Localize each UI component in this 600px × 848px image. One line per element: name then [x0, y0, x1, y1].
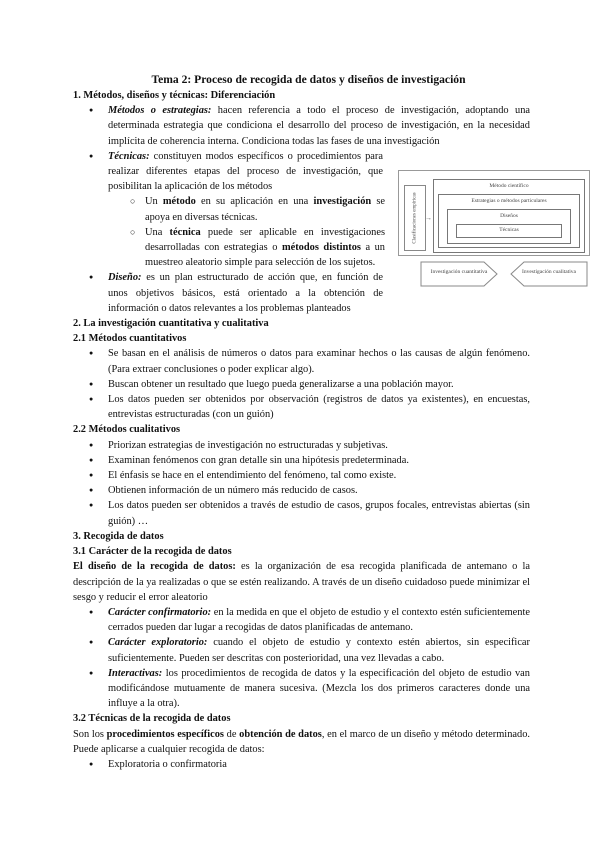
- list-item: ● Interactivas: los procedimientos de recogida de datos y la especificación del objeto de estudio van modificándose mutuamente de manera sucesiva. (Mezcla los dos primeros caracteres donde una influye a la otra).: [73, 666, 530, 712]
- list-item: ● El énfasis se hace en el entendimiento del fenómeno, tal como existe.: [73, 468, 530, 483]
- arrow-cuantitativa: Investigación cuantitativa: [420, 261, 498, 287]
- side-box: Clasificaciones empíricas: [404, 185, 426, 251]
- page-title: Tema 2: Proceso de recogida de datos y diseños de investigación: [151, 73, 466, 86]
- subsection-2-2-heading: 2.2 Métodos cualitativos: [73, 424, 181, 436]
- section-1-heading: 1. Métodos, diseños y técnicas: Diferenciación: [73, 90, 276, 101]
- list-item: ● Priorizan estrategias de investigación no estructuradas y subjetivas.: [73, 438, 530, 453]
- list-item-tecnicas: [73, 149, 383, 195]
- list-item: ● Examinan fenómenos con gran detalle sin una hipótesis predeterminada.: [73, 453, 530, 468]
- list-item: ● Carácter confirmatorio: en la medida en que el objeto de estudio y el contexto estén suficientemente cerrados pueden dar lugar a recogidas de datos planificadas de antemano.: [73, 605, 530, 635]
- box-metodo-cientifico: Método científico Estrategias o métodos particulares Diseños Técnicas: [433, 179, 585, 253]
- list-item: ● Se basan en el análisis de números o datos para examinar hechos o las causas de algún fenómeno. (Para extraer conclusiones o poder explicar algo).: [73, 346, 530, 376]
- diagram-frame: [398, 170, 590, 256]
- list-item-diseno: [73, 270, 383, 316]
- subsection-3-2-heading: 3.2 Técnicas de la recogida de datos: [73, 713, 231, 725]
- list-item: ● Buscan obtener un resultado que luego pueda generalizarse a una población mayor.: [73, 377, 530, 392]
- paragraph-diseno: El diseño de la recogida de datos: es la organización de esa recogida planificada de antemano o la descripción de la ya realizadas o que se estén realizando. A través de un diseño cuidadoso puede minimizar el sesgo y reducir el error aleatorio: [73, 561, 530, 603]
- term-label: Métodos o estrategias:: [108, 105, 212, 117]
- sublist-item: ○ Un método en su aplicación en una investigación se apoya en diversas técnicas.: [73, 194, 385, 224]
- paragraph-tecnicas: Son los procedimientos específicos de obtención de datos, en el marco de un diseño y método determinado. Puede aplicarse a cualquier recogida de datos:: [73, 728, 530, 755]
- term-label: Diseño:: [108, 272, 142, 284]
- box-tecnicas: Técnicas: [456, 224, 562, 238]
- subsection-2-1-heading: 2.1 Métodos cuantitativos: [73, 333, 187, 345]
- box-estrategias: Estrategias o métodos particulares Diseños Técnicas: [438, 194, 580, 248]
- qualitative-list: [73, 438, 530, 529]
- sublist-item: ○ Una técnica puede ser aplicable en investigaciones desarrolladas con estrategias o métodos distintos a un muestreo aleatorio simple para selección de los sujetos.: [73, 225, 385, 271]
- methods-diagram: [398, 170, 590, 292]
- list-item: ● Carácter exploratorio: cuando el objeto de estudio y contexto estén abiertos, sin especificar suficientemente. Pueden ser descritas con posterioridad, una vez llevadas a cabo.: [73, 635, 530, 665]
- arrow-icon: →: [425, 214, 432, 222]
- techniques-list: [73, 757, 530, 772]
- character-list: [73, 605, 530, 711]
- term-text: hacen referencia a todo el proceso de investigación, adoptando una determinada estrategia que condiciona el desarrollo del proceso de investigación, en la necesidad implícita de coherencia interna. Condiciona todas las fases de una investigación: [108, 105, 530, 147]
- subsection-3-1-heading: 3.1 Carácter de la recogida de datos: [73, 546, 232, 558]
- term-label: Técnicas:: [108, 150, 150, 162]
- arrow-cualitativa: Investigación cualitativa: [510, 261, 588, 287]
- term-text: es un plan estructurado de acción que, en función de unos objetivos básicos, está orientado a la obtención de información o datos relevantes a los problemas planteados: [108, 272, 383, 314]
- list-item-metodos: [73, 103, 530, 149]
- list-item: ● Los datos pueden ser obtenidos por observación (registros de datos ya existentes), en encuestas, entrevistas estructuradas (con un guión): [73, 392, 530, 422]
- list-item: ● Los datos pueden ser obtenidos a través de estudio de casos, grupos focales, entrevistas abiertas (sin guión) …: [73, 498, 530, 528]
- section-2-heading: 2. La investigación cuantitativa y cualitativa: [73, 318, 269, 330]
- term-text: constituyen modos específicos o procedimientos para realizar diferentes etapas del proceso de investigación, que posibilitan la aplicación de los métodos: [108, 150, 383, 193]
- list-item: ● Obtienen información de un número más reducido de casos.: [73, 483, 530, 498]
- box-disenos: Diseños Técnicas: [447, 209, 571, 244]
- section-3-heading: 3. Recogida de datos: [73, 530, 164, 542]
- quantitative-list: [73, 346, 530, 422]
- list-item: ● Exploratoria o confirmatoria: [73, 757, 530, 772]
